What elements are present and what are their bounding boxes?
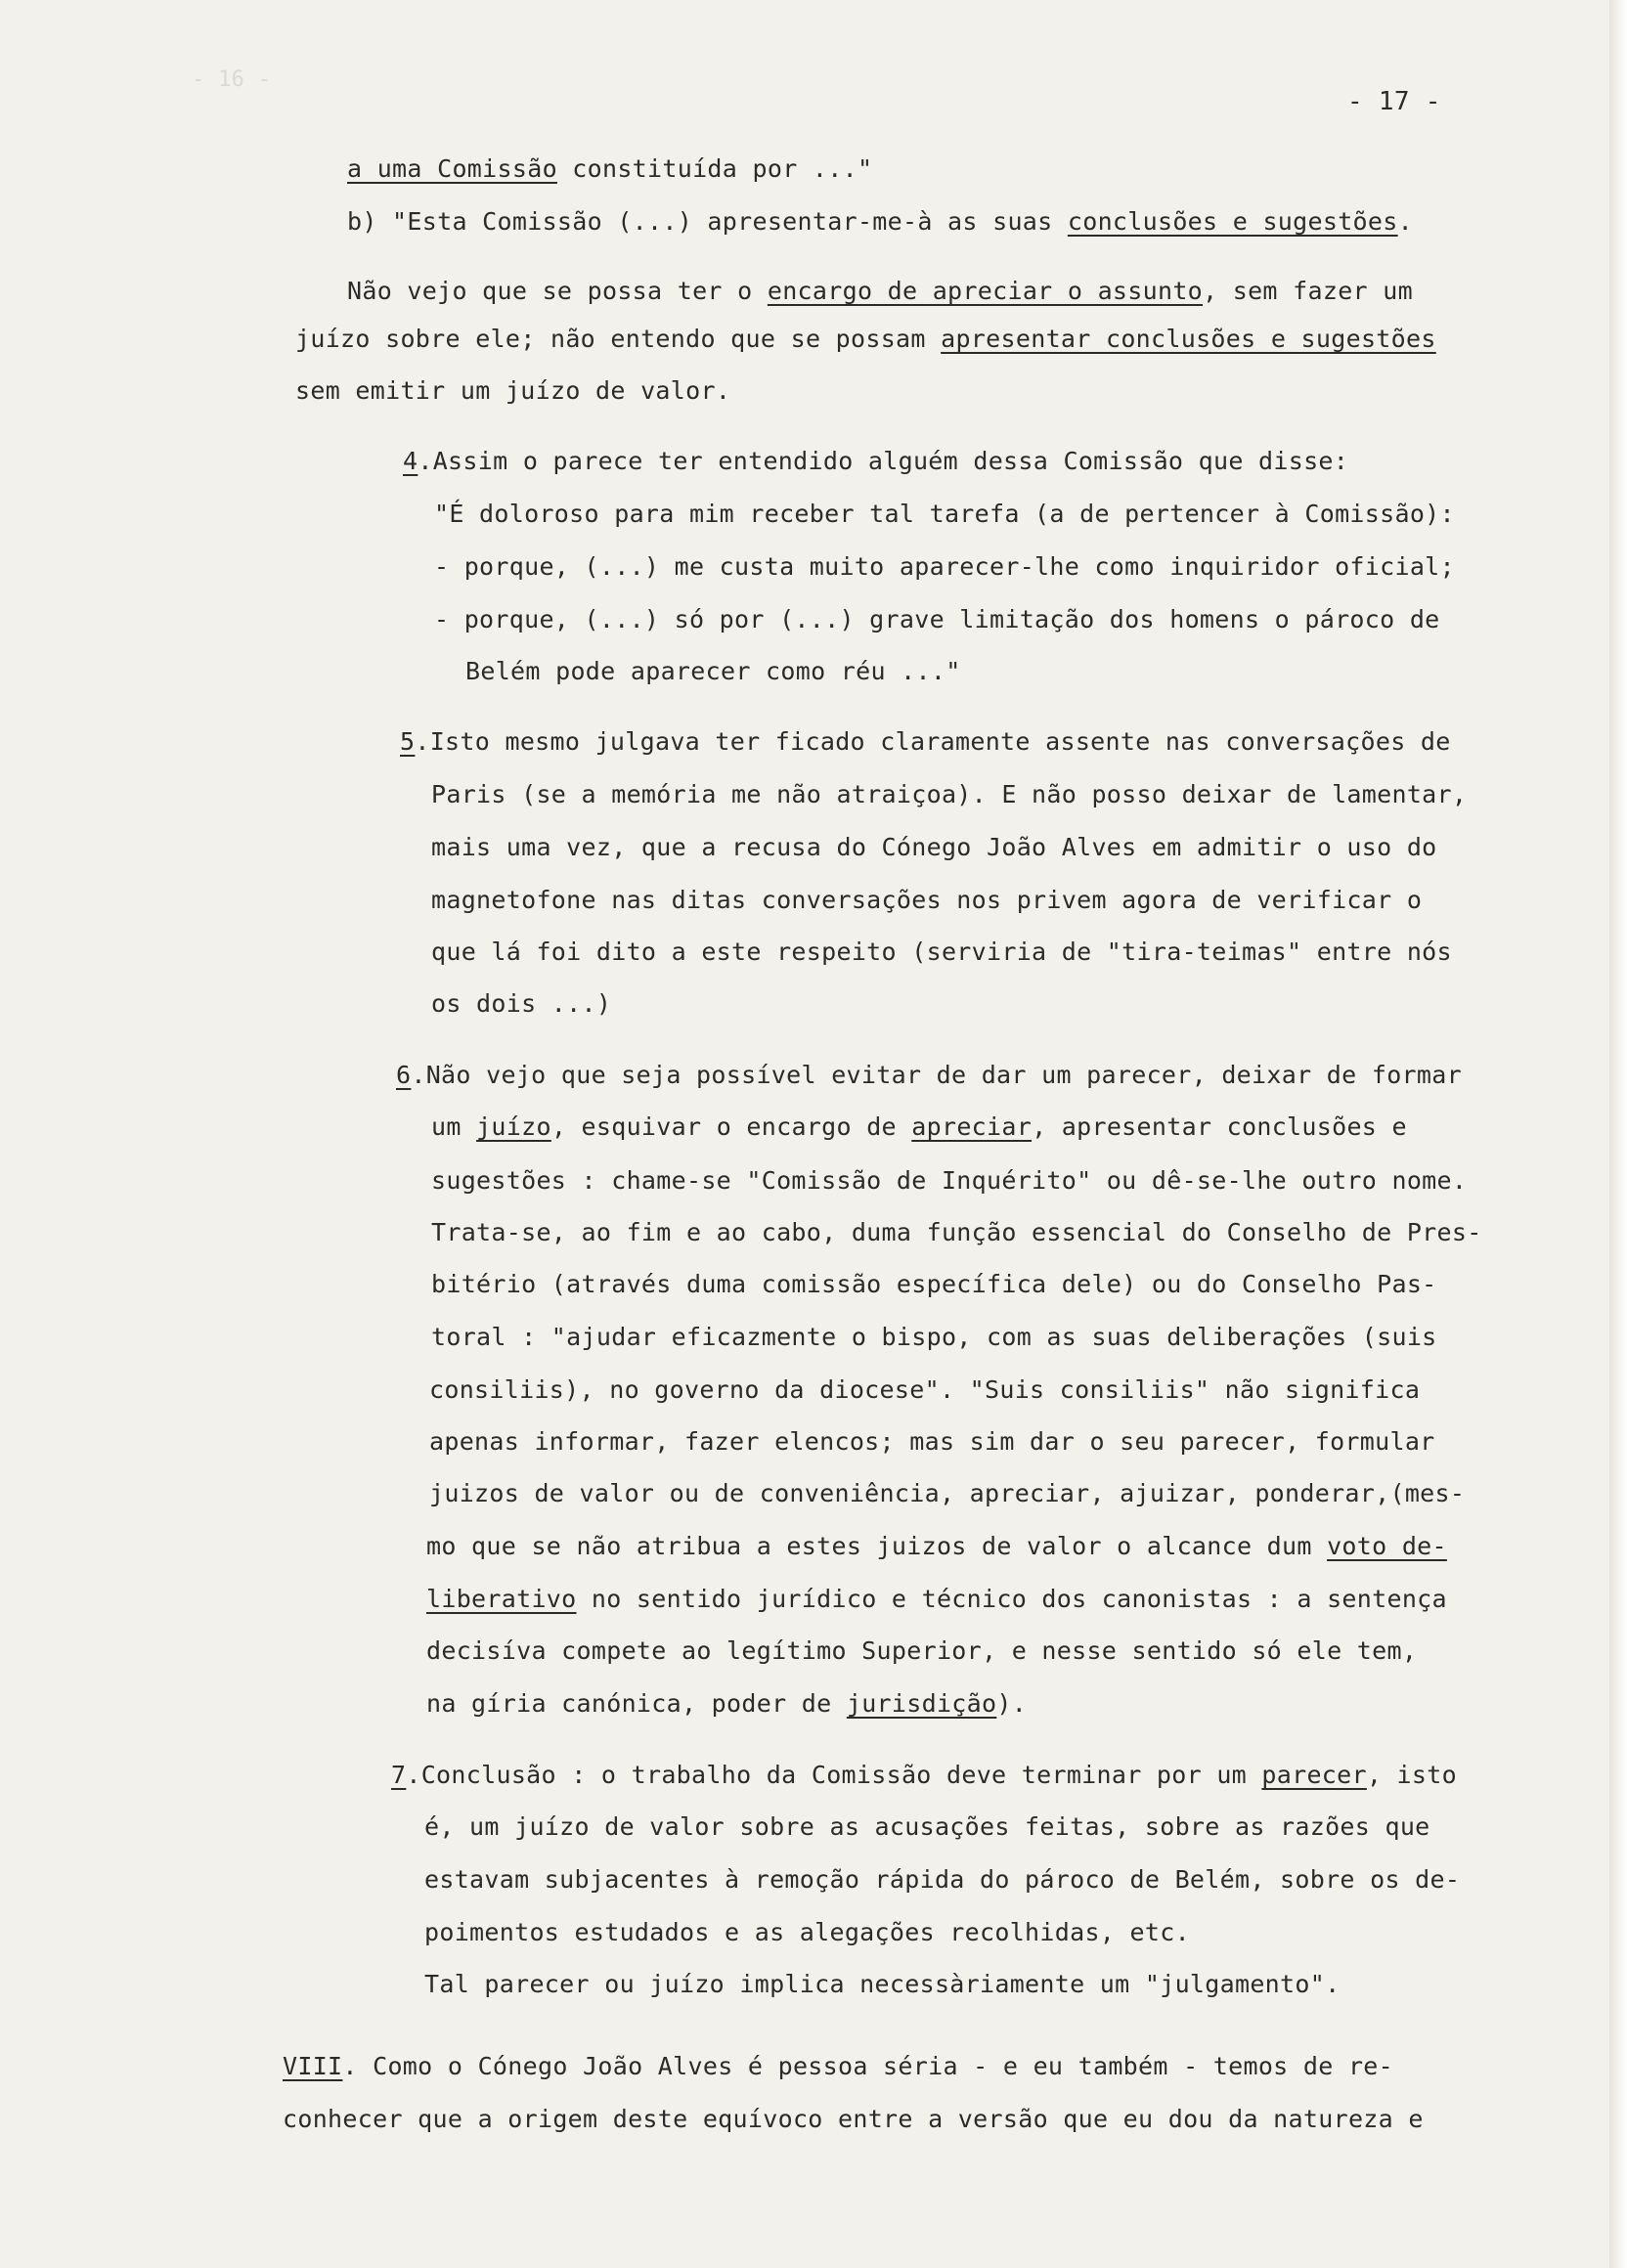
text-segment: Trata-se, ao fim e ao cabo, duma função essencial do Conselho de Pres- bbox=[431, 1218, 1482, 1246]
underlined-text: voto de- bbox=[1327, 1532, 1447, 1560]
text-line bbox=[424, 1917, 1190, 1948]
text-segment: .Assim o parece ter entendido alguém dessa Comissão que disse: bbox=[418, 447, 1349, 475]
underlined-text: encargo de apreciar o assunto bbox=[767, 277, 1204, 305]
text-line bbox=[431, 1269, 1437, 1300]
text-segment: juízo sobre ele; não entendo que se possam bbox=[295, 325, 942, 353]
text-segment: , apresentar conclusões e bbox=[1032, 1112, 1407, 1141]
text-segment: b) "Esta Comissão (...) apresentar-me-à as suas bbox=[347, 207, 1068, 236]
text-line bbox=[424, 1811, 1430, 1843]
text-line bbox=[424, 1864, 1460, 1896]
text-line bbox=[431, 1165, 1467, 1197]
text-segment: - porque, (...) só por (...) grave limitação dos homens o pároco de bbox=[434, 605, 1440, 633]
underlined-text: parecer bbox=[1261, 1761, 1367, 1789]
underlined-text: jurisdição bbox=[846, 1689, 997, 1718]
underlined-text: 5 bbox=[400, 727, 416, 756]
page-edge bbox=[1609, 0, 1627, 2268]
text-segment: . Como o Cónego João Alves é pessoa séria - e eu também - temos de re- bbox=[342, 2052, 1393, 2080]
text-segment: , sem fazer um bbox=[1203, 277, 1413, 305]
text-line bbox=[465, 656, 961, 687]
text-line bbox=[429, 1426, 1435, 1458]
text-line bbox=[424, 1969, 1340, 2000]
text-line bbox=[431, 1322, 1437, 1353]
underlined-text: 7 bbox=[391, 1761, 407, 1789]
underlined-text: a uma Comissão bbox=[347, 154, 557, 183]
underlined-text: liberativo bbox=[426, 1585, 577, 1613]
text-line bbox=[283, 2104, 1424, 2135]
text-segment: apenas informar, fazer elencos; mas sim dar o seu parecer, formular bbox=[429, 1427, 1435, 1456]
underlined-text: VIII bbox=[283, 2052, 343, 2080]
text-segment: .Isto mesmo julgava ter ficado claramente assente nas conversações de bbox=[415, 727, 1451, 756]
text-segment: - porque, (...) me custa muito aparecer-lhe como inquiridor oficial; bbox=[434, 552, 1455, 581]
text-segment: estavam subjacentes à remoção rápida do pároco de Belém, sobre os de- bbox=[424, 1865, 1461, 1894]
text-segment: juizos de valor ou de conveniência, apreciar, ajuizar, ponderar,(mes- bbox=[429, 1479, 1466, 1507]
text-line bbox=[426, 1584, 1447, 1615]
text-segment: Paris (se a memória me não atraiçoa). E não posso deixar de lamentar, bbox=[431, 780, 1468, 808]
text-line bbox=[431, 1217, 1482, 1248]
text-line bbox=[295, 324, 1436, 355]
text-line bbox=[434, 551, 1455, 583]
text-line bbox=[431, 779, 1467, 810]
text-line bbox=[400, 726, 1451, 758]
text-line bbox=[403, 446, 1348, 477]
text-line bbox=[283, 2051, 1393, 2082]
text-line bbox=[396, 1060, 1462, 1091]
text-segment: Belém pode aparecer como réu ..." bbox=[465, 657, 961, 685]
text-segment: consiliis), no governo da diocese". "Suis consiliis" não significa bbox=[429, 1375, 1421, 1404]
text-segment: bitério (através duma comissão específica dele) ou do Conselho Pas- bbox=[431, 1270, 1437, 1298]
text-line bbox=[426, 1531, 1447, 1562]
text-segment: "É doloroso para mim receber tal tarefa (a de pertencer à Comissão): bbox=[434, 500, 1455, 528]
text-line bbox=[347, 276, 1413, 307]
text-segment: conhecer que a origem deste equívoco entre a versão que eu dou da natureza e bbox=[283, 2105, 1424, 2133]
text-segment: toral : "ajudar eficazmente o bispo, com as suas deliberações (suis bbox=[431, 1323, 1437, 1351]
underlined-text: apresentar conclusões e sugestões bbox=[941, 325, 1436, 353]
text-line bbox=[429, 1478, 1465, 1509]
text-segment: ). bbox=[996, 1689, 1028, 1718]
text-segment: constituída por ..." bbox=[556, 154, 873, 183]
text-line bbox=[431, 988, 611, 1020]
text-segment: no sentido jurídico e técnico dos canonistas : a sentença bbox=[576, 1585, 1447, 1613]
text-segment: . bbox=[1397, 207, 1413, 236]
text-line bbox=[426, 1636, 1417, 1667]
text-line bbox=[426, 1688, 1027, 1720]
text-line bbox=[431, 937, 1452, 968]
text-line bbox=[431, 885, 1422, 916]
text-segment: mo que se não atribua a estes juizos de valor o alcance dum bbox=[426, 1532, 1328, 1560]
underlined-text: conclusões e sugestões bbox=[1067, 207, 1398, 236]
text-segment: que lá foi dito a este respeito (serviria de "tira-teimas" entre nós bbox=[431, 938, 1452, 966]
text-line bbox=[431, 832, 1437, 863]
text-segment: .Conclusão : o trabalho da Comissão deve terminar por um bbox=[406, 1761, 1262, 1789]
underlined-text: apreciar bbox=[911, 1112, 1033, 1141]
text-line bbox=[431, 1112, 1407, 1143]
text-segment: magnetofone nas ditas conversações nos privem agora de verificar o bbox=[431, 886, 1423, 914]
text-segment: Não vejo que se possa ter o bbox=[347, 277, 768, 305]
text-line bbox=[347, 206, 1413, 238]
text-line bbox=[434, 604, 1440, 635]
text-segment: , esquivar o encargo de bbox=[550, 1112, 912, 1141]
text-line bbox=[434, 499, 1455, 530]
text-line bbox=[429, 1374, 1420, 1406]
page-number: - 17 - bbox=[1347, 87, 1441, 116]
text-segment: os dois ...) bbox=[431, 989, 612, 1018]
text-line bbox=[391, 1760, 1457, 1791]
text-segment: é, um juízo de valor sobre as acusações feitas, sobre as razões que bbox=[424, 1812, 1430, 1841]
text-segment: um bbox=[431, 1112, 477, 1141]
text-line bbox=[347, 153, 872, 185]
text-segment: .Não vejo que seja possível evitar de dar um parecer, deixar de formar bbox=[411, 1061, 1462, 1089]
text-segment: sugestões : chame-se "Comissão de Inquérito" ou dê-se-lhe outro nome. bbox=[431, 1166, 1468, 1195]
text-segment: sem emitir um juízo de valor. bbox=[295, 376, 731, 405]
text-segment: mais uma vez, que a recusa do Cónego João Alves em admitir o uso do bbox=[431, 833, 1437, 861]
text-segment: decisíva compete ao legítimo Superior, e nesse sentido só ele tem, bbox=[426, 1636, 1418, 1665]
text-line bbox=[295, 375, 730, 407]
underlined-text: juízo bbox=[476, 1112, 551, 1141]
ghost-page-number: - 16 - bbox=[192, 67, 272, 92]
text-segment: na gíria canónica, poder de bbox=[426, 1689, 847, 1718]
text-segment: Tal parecer ou juízo implica necessàriamente um "julgamento". bbox=[424, 1970, 1341, 1998]
text-segment: , isto bbox=[1366, 1761, 1457, 1789]
underlined-text: 6 bbox=[396, 1061, 412, 1089]
underlined-text: 4 bbox=[403, 447, 418, 475]
text-segment: poimentos estudados e as alegações recolhidas, etc. bbox=[424, 1918, 1190, 1946]
